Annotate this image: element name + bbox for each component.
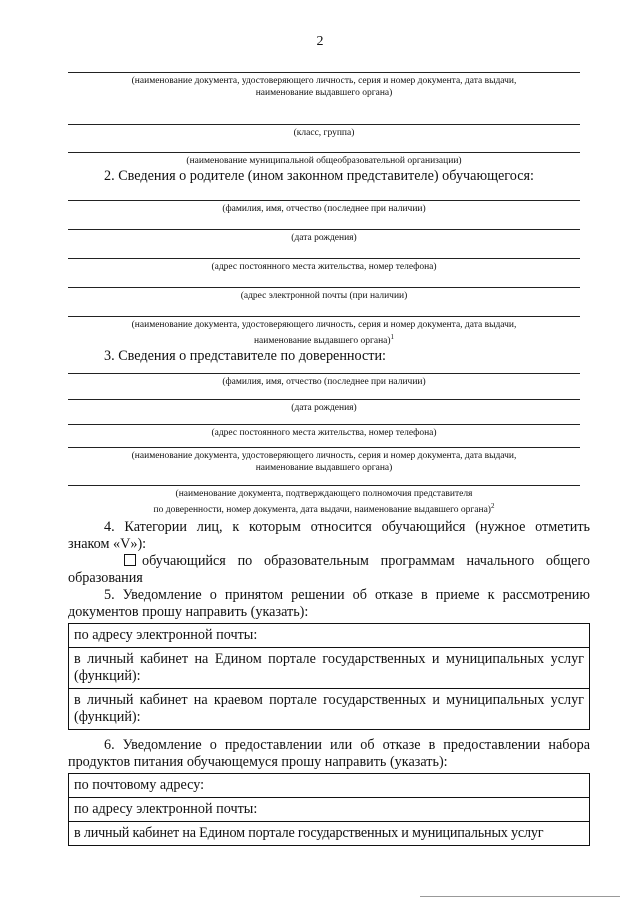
parent-fio-caption: (фамилия, имя, отчество (последнее при наличии) — [222, 204, 426, 214]
fill-line — [68, 485, 580, 486]
doc-caption: (наименование документа, удостоверяющего личность, серия и номер документа, дата выдачи, наименование выдавшего органа) — [131, 76, 517, 98]
footnote-mark: 2 — [490, 502, 495, 510]
proxy-birth-caption: (дата рождения) — [291, 403, 357, 413]
proxy-authority-caption: (наименование документа, подтверждающего полномочия представителя по доверенности, номер документа, дата выдачи, наименование выдавшего органа)$^2$ — [153, 489, 495, 516]
category-option[interactable]: обучающийся по образовательным программам начального общего — [68, 553, 590, 570]
notification-table-6 — [68, 773, 590, 846]
table-row[interactable]: в личный кабинет на краевом портале государственных и муниципальных услуг (функций): — [69, 689, 590, 730]
table-row[interactable]: по почтовому адресу: — [69, 774, 590, 798]
proxy-doc-caption: (наименование документа, удостоверяющего личность, серия и номер документа, дата выдачи, наименование выдавшего органа) — [131, 451, 517, 473]
proxy-address-caption: (адрес постоянного места жительства, номер телефона) — [211, 428, 437, 438]
parent-email-caption: (адрес электронной почты (при наличии) — [240, 291, 408, 301]
table-row[interactable]: в личный кабинет на Едином портале государственных и муниципальных услуг — [69, 822, 590, 846]
section5-text: 5. Уведомление о принятом решении об отказе в приеме к рассмотрению документов прошу направить (указать): — [68, 587, 590, 620]
parent-doc-caption: (наименование документа, удостоверяющего личность, серия и номер документа, дата выдачи, наименование выдавшего органа)$^1$ — [131, 320, 517, 347]
table-row[interactable]: по адресу электронной почты: — [69, 624, 590, 648]
notification-table-5 — [68, 623, 590, 730]
section2-heading: 2. Сведения о родителе (ином законном представителе) обучающегося: — [104, 168, 534, 184]
fill-line — [68, 200, 580, 201]
fill-line — [68, 229, 580, 230]
section3-heading: 3. Сведения о представителе по доверенности: — [104, 348, 386, 364]
page-number: 2 — [316, 34, 324, 49]
fill-line — [68, 287, 580, 288]
fill-line — [68, 399, 580, 400]
checkbox-icon[interactable] — [124, 554, 136, 566]
parent-birth-caption: (дата рождения) — [291, 233, 357, 243]
proxy-fio-caption: (фамилия, имя, отчество (последнее при наличии) — [222, 377, 426, 387]
fill-line — [68, 152, 580, 153]
fill-line — [68, 124, 580, 125]
fill-line — [68, 258, 580, 259]
footnote-mark: 1 — [390, 333, 395, 341]
fill-line — [68, 316, 580, 317]
page-edge-line — [420, 896, 620, 897]
table-row[interactable]: в личный кабинет на Едином портале государственных и муниципальных услуг (функций): — [69, 648, 590, 689]
table-row[interactable]: по адресу электронной почты: — [69, 798, 590, 822]
section4-text: 4. Категории лиц, к которым относится обучающийся (нужное отметить знаком «V»): обучающийся по образовательным программам начального общего образования — [68, 519, 590, 586]
section6-text: 6. Уведомление о предоставлении или об отказе в предоставлении набора продуктов питания обучающемуся прошу направить (указать): — [68, 737, 590, 770]
fill-line — [68, 447, 580, 448]
parent-address-caption: (адрес постоянного места жительства, номер телефона) — [211, 262, 437, 272]
class-caption: (класс, группа) — [293, 128, 355, 138]
org-caption: (наименование муниципальной общеобразовательной организации) — [186, 156, 462, 166]
fill-line — [68, 373, 580, 374]
fill-line — [68, 424, 580, 425]
fill-line — [68, 72, 580, 73]
